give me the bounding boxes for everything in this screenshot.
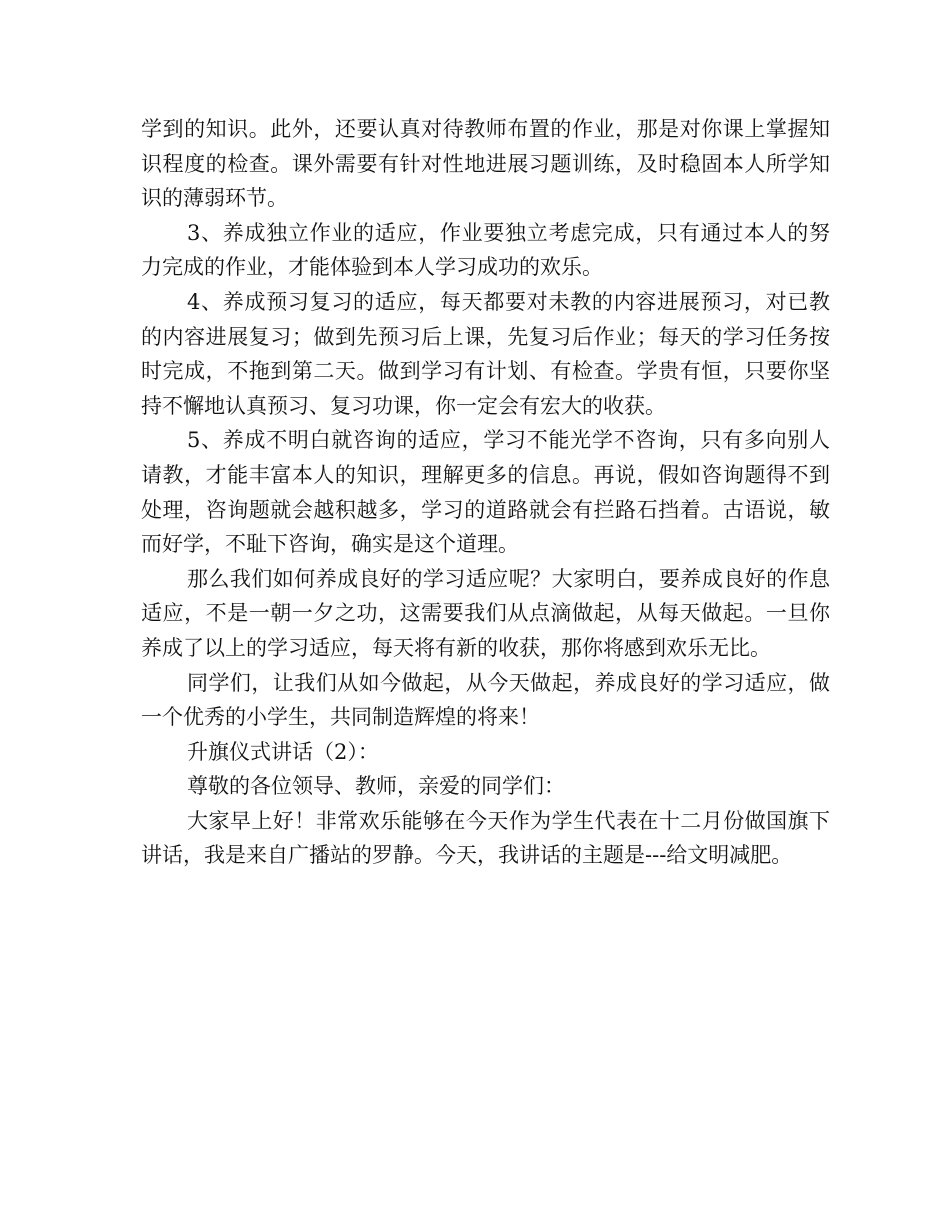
speech-title: 升旗仪式讲话（2）： [187, 739, 379, 764]
paragraph-1: 学到的知识。此外，还要认真对待教师布置的作业，那是对你课上掌握知识程度的检查。课外需要有针对性地进展习题训练，及时稳固本人所学知识的薄弱环节。 [141, 117, 830, 211]
paragraph-9: 大家早上好！非常欢乐能够在今天作为学生代表在十二月份做国旗下讲话，我是来自广播站的罗静。今天，我讲话的主题是---给文明减肥。 [141, 808, 830, 868]
salutation: 尊敬的各位领导、教师，亲爱的同学们： [187, 774, 565, 799]
paragraph-4: 5、养成不明白就咨询的适应，学习不能光学不咨询，只有多向别人请教，才能丰富本人的知识，理解更多的信息。再说，假如咨询题得不到处理，咨询题就会越积越多，学习的道路就会有拦路石挡着。古语说，敏而好学，不耻下咨询，确实是这个道理。 [141, 428, 830, 557]
paragraph-6: 同学们，让我们从如今做起，从今天做起，养成良好的学习适应，做一个优秀的小学生，共同制造辉煌的将来！ [141, 670, 830, 730]
paragraph-5: 那么我们如何养成良好的学习适应呢？大家明白，要养成良好的作息适应，不是一朝一夕之功，这需要我们从点滴做起，从每天做起。一旦你养成了以上的学习适应，每天将有新的收获，那你将感到欢乐无比。 [141, 566, 830, 660]
paragraph-2: 3、养成独立作业的适应，作业要独立考虑完成，只有通过本人的努力完成的作业，才能体验到本人学习成功的欢乐。 [141, 220, 830, 280]
paragraph-3: 4、养成预习复习的适应，每天都要对未教的内容进展预习，对已教的内容进展复习；做到先预习后上课，先复习后作业；每天的学习任务按时完成，不拖到第二天。做到学习有计划、有检查。学贵有恒，只要你坚持不懈地认真预习、复习功课，你一定会有宏大的收获。 [141, 289, 830, 418]
